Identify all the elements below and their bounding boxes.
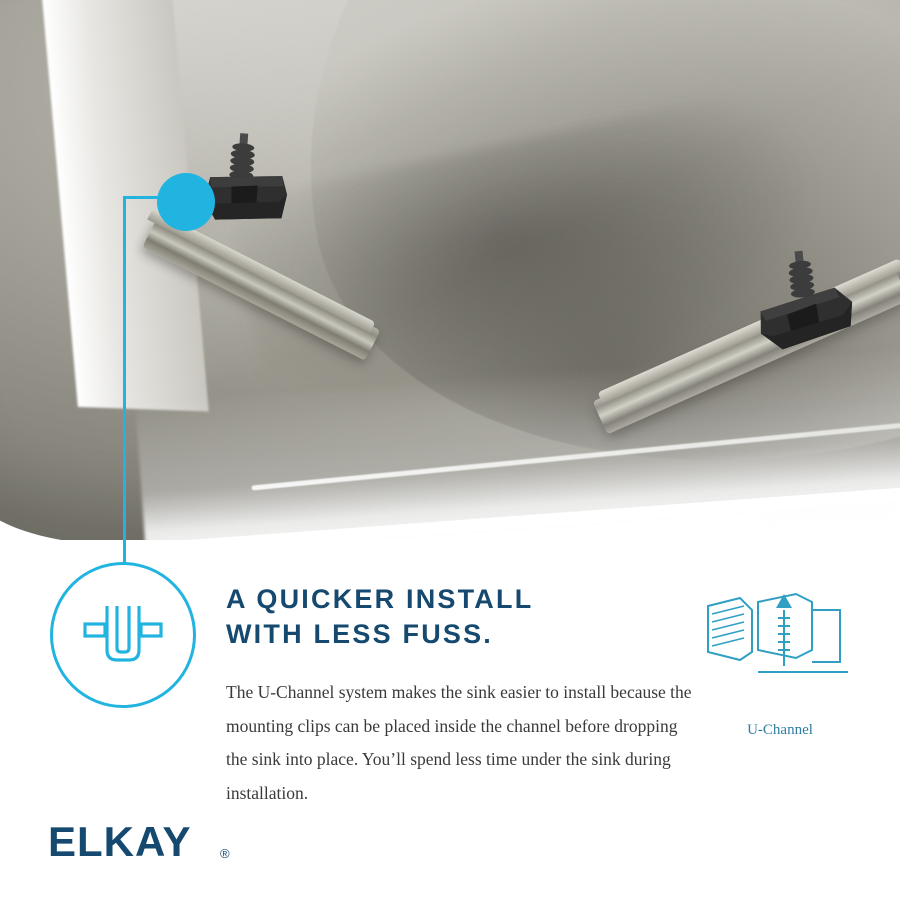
page-title — [226, 582, 666, 652]
u-channel-diagram — [700, 580, 860, 700]
u-channel-icon — [75, 598, 171, 673]
elkay-logo — [48, 822, 248, 868]
description-text: The U-Channel system makes the sink easier to install because the mounting clips can be placed inside the channel before dropping the sink into place. You’ll spend less time under the sink during installation. — [226, 682, 692, 803]
svg-text:ELKAY: ELKAY — [48, 822, 192, 865]
callout-leader-vertical — [123, 196, 126, 581]
diagram-caption: U-Channel — [747, 722, 813, 738]
headline-line-1: A QUICKER INSTALL — [226, 584, 534, 614]
mounting-clip — [747, 242, 878, 364]
headline-line-2: WITH LESS FUSS. — [226, 619, 494, 650]
callout-dot — [157, 173, 215, 231]
callout-leader-horizontal — [123, 196, 159, 199]
svg-text:®: ® — [220, 846, 230, 861]
u-channel-badge — [50, 562, 196, 708]
